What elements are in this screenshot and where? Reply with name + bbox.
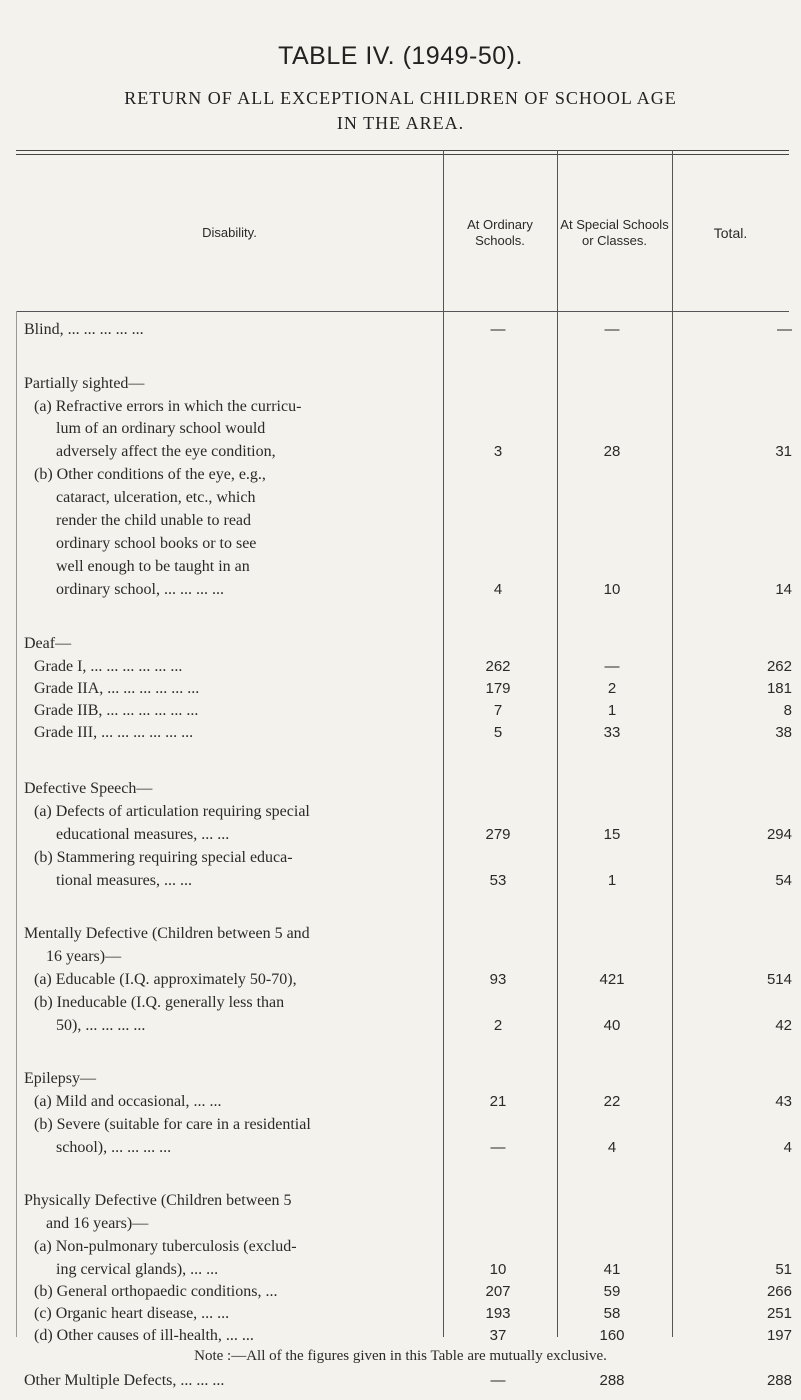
- row-label: (d) Other causes of ill-health, ... ...: [34, 1327, 254, 1344]
- cell-total: 262: [766, 658, 792, 675]
- row-label: (a) Defects of articulation requiring special: [34, 803, 310, 820]
- row-label: (b) General orthopaedic conditions, ...: [34, 1283, 278, 1300]
- cell-special: 58: [603, 1305, 621, 1322]
- cell-special: 1: [607, 702, 617, 719]
- row-label: cataract, ulceration, etc., which: [56, 489, 256, 506]
- cell-ordinary: 5: [493, 724, 503, 741]
- header-ordinary-schools: At Ordinary Schools.: [467, 217, 533, 248]
- header-disability: Disability.: [202, 225, 257, 240]
- section-heading: Epilepsy—: [24, 1070, 96, 1087]
- section-heading: Deaf—: [24, 635, 72, 652]
- cell-special: 160: [599, 1327, 625, 1344]
- cell-ordinary: 179: [485, 680, 511, 697]
- cell-total: 54: [775, 872, 792, 889]
- section-heading: Physically Defective (Children between 5: [24, 1192, 292, 1209]
- row-label: (a) Educable (I.Q. approximately 50-70),: [34, 971, 297, 988]
- row-label: (a) Non-pulmonary tuberculosis (exclud-: [34, 1238, 297, 1255]
- row-label: lum of an ordinary school would: [56, 420, 266, 437]
- row-label: Grade IIA, ... ... ... ... ... ...: [34, 680, 200, 697]
- cell-ordinary: —: [490, 1139, 506, 1156]
- cell-special: —: [604, 658, 620, 675]
- cell-ordinary: 7: [493, 702, 503, 719]
- cell-total: —: [777, 321, 792, 338]
- row-label: 16 years)—: [46, 948, 122, 965]
- row-label: ordinary school books or to see: [56, 535, 257, 552]
- cell-ordinary: 4: [493, 581, 503, 598]
- row-label: well enough to be taught in an: [56, 558, 250, 575]
- table-subtitle-line2: IN THE AREA.: [336, 113, 465, 133]
- row-label: Blind, ... ... ... ... ...: [24, 321, 144, 338]
- cell-ordinary: 3: [493, 443, 503, 460]
- table-subtitle-line1: RETURN OF ALL EXCEPTIONAL CHILDREN OF SCHOOL AGE: [124, 88, 677, 108]
- cell-special: 4: [607, 1139, 617, 1156]
- cell-ordinary: 262: [485, 658, 511, 675]
- cell-total: 4: [783, 1139, 792, 1156]
- row-label: school), ... ... ... ...: [56, 1139, 172, 1156]
- cell-total: 43: [775, 1093, 792, 1110]
- cell-total: 51: [775, 1261, 792, 1278]
- header-total: Total.: [713, 225, 748, 241]
- cell-special: 28: [603, 443, 621, 460]
- cell-special: 22: [603, 1093, 621, 1110]
- row-label: (b) Stammering requiring special educa-: [34, 849, 293, 866]
- section-heading: Partially sighted—: [24, 375, 145, 392]
- cell-total: 197: [766, 1327, 792, 1344]
- header-rule: [16, 311, 789, 312]
- cell-special: 10: [603, 581, 621, 598]
- cell-total: 14: [775, 581, 792, 598]
- cell-total: 294: [766, 826, 792, 843]
- row-label: Grade III, ... ... ... ... ... ...: [34, 724, 194, 741]
- cell-ordinary: 37: [489, 1327, 507, 1344]
- cell-total: 38: [775, 724, 792, 741]
- cell-special: 1: [607, 872, 617, 889]
- cell-ordinary: 2: [493, 1017, 503, 1034]
- cell-ordinary: 207: [485, 1283, 511, 1300]
- cell-special: 421: [599, 971, 625, 988]
- row-label: Other Multiple Defects, ... ... ...: [24, 1372, 225, 1389]
- cell-total: 251: [766, 1305, 792, 1322]
- row-label: (b) Other conditions of the eye, e.g.,: [34, 466, 266, 483]
- section-heading: Mentally Defective (Children between 5 and: [24, 925, 310, 942]
- row-label: (c) Organic heart disease, ... ...: [34, 1305, 230, 1322]
- row-label: and 16 years)—: [46, 1215, 149, 1232]
- cell-special: 33: [603, 724, 621, 741]
- cell-ordinary: 279: [485, 826, 511, 843]
- row-label: (a) Mild and occasional, ... ...: [34, 1093, 222, 1110]
- cell-ordinary: 21: [489, 1093, 507, 1110]
- cell-total: 514: [766, 971, 792, 988]
- row-label: 50), ... ... ... ...: [56, 1017, 146, 1034]
- cell-ordinary: 193: [485, 1305, 511, 1322]
- cell-total: 42: [775, 1017, 792, 1034]
- cell-special: 41: [603, 1261, 621, 1278]
- cell-ordinary: 10: [489, 1261, 507, 1278]
- top-rule-double: [16, 154, 789, 155]
- cell-total: 266: [766, 1283, 792, 1300]
- row-label: render the child unable to read: [56, 512, 252, 529]
- row-label: Grade IIB, ... ... ... ... ... ...: [34, 702, 199, 719]
- row-label: educational measures, ... ...: [56, 826, 230, 843]
- row-label: tional measures, ... ...: [56, 872, 192, 889]
- row-label: ing cervical glands), ... ...: [56, 1261, 219, 1278]
- section-heading: Defective Speech—: [24, 780, 153, 797]
- cell-special: 40: [603, 1017, 621, 1034]
- row-label: adversely affect the eye condition,: [56, 443, 276, 460]
- cell-total: 8: [783, 702, 792, 719]
- header-special-schools: At Special Schools or Classes.: [560, 217, 669, 248]
- cell-special: 2: [607, 680, 617, 697]
- cell-ordinary: 53: [489, 872, 507, 889]
- cell-ordinary: 93: [489, 971, 507, 988]
- cell-special: —: [604, 321, 620, 338]
- left-edge: [16, 311, 17, 1337]
- table-note: Note :—All of the figures given in this Table are mutually exclusive.: [194, 1348, 607, 1364]
- cell-total: 181: [766, 680, 792, 697]
- cell-ordinary: —: [490, 1372, 506, 1389]
- top-rule: [16, 150, 789, 151]
- cell-total: 288: [766, 1372, 792, 1389]
- row-label: (b) Ineducable (I.Q. generally less than: [34, 994, 285, 1011]
- cell-special: 59: [603, 1283, 621, 1300]
- row-label: Grade I, ... ... ... ... ... ...: [34, 658, 183, 675]
- table-title: TABLE IV. (1949-50).: [278, 42, 523, 70]
- row-label: (a) Refractive errors in which the curricu-: [34, 398, 302, 415]
- cell-special: 15: [603, 826, 621, 843]
- cell-ordinary: —: [490, 321, 506, 338]
- row-label: (b) Severe (suitable for care in a residential: [34, 1116, 311, 1133]
- cell-special: 288: [599, 1372, 625, 1389]
- row-label: ordinary school, ... ... ... ...: [56, 581, 224, 598]
- cell-total: 31: [775, 443, 792, 460]
